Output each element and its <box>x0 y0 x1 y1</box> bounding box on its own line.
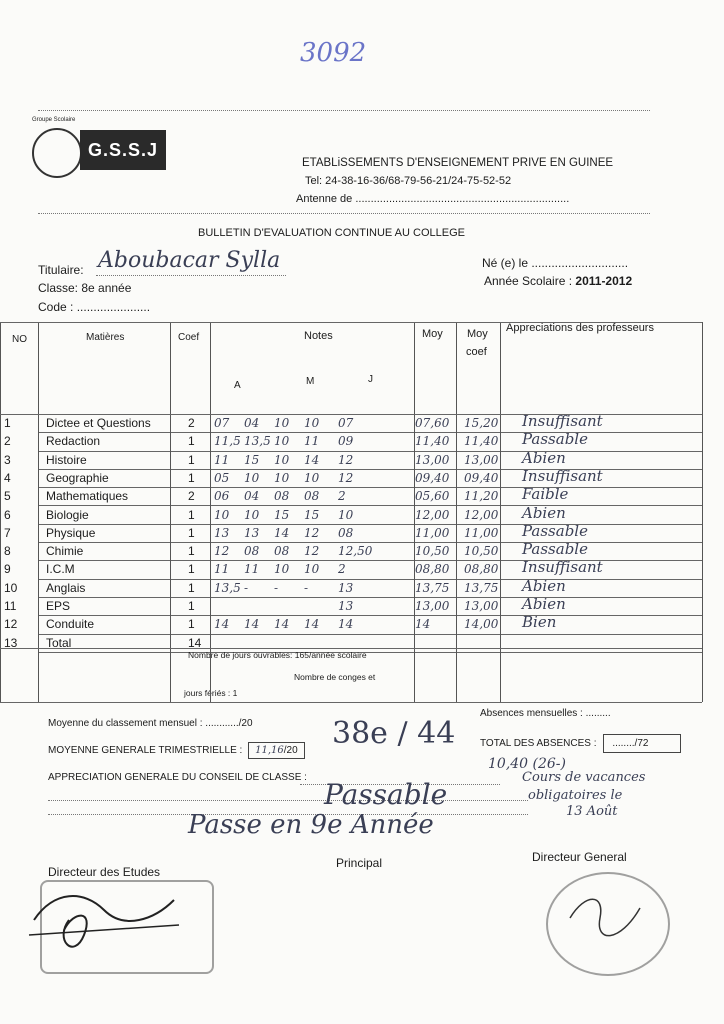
row-subject: Total <box>46 635 72 650</box>
row-moy-coef: 08,80 <box>464 562 499 577</box>
row-moy-coef: 15,20 <box>464 416 499 430</box>
table-row <box>4 576 702 597</box>
row-moy: 08,80 <box>415 562 450 577</box>
row-grade: 14 <box>338 617 354 632</box>
row-number: 6 <box>4 507 11 522</box>
table-row <box>4 634 702 652</box>
side-note-3: 13 Août <box>566 804 618 819</box>
row-moy: 11,40 <box>415 434 450 449</box>
row-moy: 07,60 <box>415 416 450 430</box>
col-divider <box>702 322 703 702</box>
row-grade: 10 <box>244 470 260 485</box>
row-moy: 11,00 <box>415 525 450 540</box>
row-number: 7 <box>4 525 11 540</box>
row-grade: 13 <box>244 525 260 540</box>
row-grade: 13 <box>214 525 230 540</box>
row-appreciation: Insuffisant <box>522 412 603 430</box>
table-row <box>4 613 702 633</box>
row-grade: 04 <box>244 489 260 504</box>
row-grade: 10 <box>274 470 290 485</box>
row-grade: 14 <box>304 452 320 467</box>
col-divider <box>414 322 415 702</box>
row-coef: 2 <box>188 416 195 430</box>
col-divider <box>0 322 1 702</box>
row-appreciation: Abien <box>522 503 566 522</box>
row-moy-coef: 13,00 <box>464 599 499 613</box>
row-grade: 08 <box>274 544 290 559</box>
signature-right-icon <box>560 888 650 948</box>
row-grade: 07 <box>214 416 230 430</box>
header-notes: Notes <box>304 330 333 342</box>
header-m: M <box>306 376 315 387</box>
table-row <box>4 430 702 450</box>
row-moy-coef: 11,00 <box>464 525 499 540</box>
row-coef: 14 <box>188 635 202 650</box>
side-note-1: Cours de vacances <box>522 770 646 785</box>
total-absences-suffix: /72 <box>634 738 649 749</box>
row-grade: 08 <box>304 489 320 504</box>
row-grade: 10 <box>304 470 320 485</box>
row-moy-coef: 11,20 <box>464 489 499 504</box>
row-grade: 09 <box>338 434 354 449</box>
row-grade: 13 <box>338 580 354 595</box>
row-number: 1 <box>4 416 11 430</box>
header-moy: Moy <box>422 328 443 340</box>
row-grade: 10 <box>214 507 230 522</box>
col-divider <box>38 322 39 702</box>
col-divider <box>210 322 211 702</box>
col-divider <box>456 322 457 702</box>
moyenne-trim-value: 11,16 <box>255 745 284 756</box>
row-grade: 10 <box>304 562 320 577</box>
row-coef: 1 <box>188 599 195 613</box>
row-coef: 1 <box>188 507 195 522</box>
moyenne-trim-box <box>248 742 305 759</box>
row-grade: 10 <box>338 507 354 522</box>
row-grade: 2 <box>338 562 346 577</box>
row-subject: Dictee et Questions <box>46 416 151 430</box>
classe-field: Classe: 8e année <box>38 281 132 295</box>
principal-label: Principal <box>336 856 383 870</box>
row-coef: 1 <box>188 470 195 485</box>
row-coef: 1 <box>188 562 195 577</box>
row-grade: 12 <box>338 470 354 485</box>
school-logo <box>32 117 172 180</box>
row-appreciation: Faible <box>522 485 569 504</box>
row-grade: 13 <box>338 599 354 613</box>
row-grade: 10 <box>274 416 290 430</box>
row-appreciation: Passable <box>522 540 588 559</box>
table-footer-feries: jours fériés : 1 <box>184 688 238 698</box>
row-subject: Geographie <box>46 470 109 485</box>
logo-text: G.S.S.J <box>80 130 166 170</box>
row-moy-coef: 14,00 <box>464 617 499 632</box>
table-hline <box>0 648 702 649</box>
row-appreciation: Insuffisant <box>522 558 603 577</box>
row-appreciation: Insuffisant <box>522 466 603 485</box>
total-absences <box>480 734 681 753</box>
row-moy-coef: 13,00 <box>464 452 499 467</box>
row-grade: 10 <box>274 562 290 577</box>
row-grade: 12 <box>304 525 320 540</box>
row-subject: Biologie <box>46 507 89 522</box>
table-row <box>4 485 702 505</box>
directeur-etudes-label: Directeur des Etudes <box>48 865 161 879</box>
row-grade: 11,5 <box>214 434 241 449</box>
row-divider <box>38 652 702 653</box>
row-moy-coef: 12,00 <box>464 507 499 522</box>
row-moy-coef: 09,40 <box>464 470 499 485</box>
appreciation-value: Passable <box>324 778 448 811</box>
directeur-general-label: Directeur General <box>532 850 627 864</box>
divider-header <box>38 213 650 214</box>
row-coef: 1 <box>188 525 195 540</box>
row-grade: - <box>304 580 309 595</box>
table-row <box>4 412 702 432</box>
row-appreciation: Passable <box>522 430 588 449</box>
row-grade: 05 <box>214 470 230 485</box>
row-subject: I.C.M <box>46 562 75 577</box>
row-grade: - <box>244 580 249 595</box>
row-number: 9 <box>4 562 11 577</box>
appreciation-line-2 <box>48 800 528 801</box>
total-absences-value: ........ <box>612 738 635 749</box>
side-note-2: obligatoires le <box>528 788 623 803</box>
row-appreciation: Abien <box>522 448 566 467</box>
row-moy-coef: 13,75 <box>464 580 499 595</box>
row-grade: 14 <box>244 617 260 632</box>
row-appreciation: Abien <box>522 595 566 613</box>
row-moy: 13,75 <box>415 580 450 595</box>
total-absences-box <box>603 734 681 753</box>
row-grade: 12 <box>304 544 320 559</box>
row-coef: 2 <box>188 489 195 504</box>
logo-emblem-icon <box>32 117 82 178</box>
row-grade: 10 <box>304 416 320 430</box>
row-number: 13 <box>4 635 18 650</box>
row-grade: 08 <box>338 525 354 540</box>
row-grade: 13,5 <box>244 434 271 449</box>
row-moy: 12,00 <box>415 507 450 522</box>
row-grade: 08 <box>274 489 290 504</box>
row-subject: Histoire <box>46 452 87 467</box>
table-row <box>4 503 702 524</box>
row-grade: - <box>274 580 279 595</box>
row-moy: 10,50 <box>415 544 450 559</box>
table-footer-conges: Nombre de conges et <box>294 672 376 682</box>
row-number: 12 <box>4 617 18 632</box>
decision: Passe en 9e Année <box>188 810 434 840</box>
row-coef: 1 <box>188 617 195 632</box>
row-grade: 15 <box>304 507 320 522</box>
row-moy: 13,00 <box>415 599 450 613</box>
row-number: 3 <box>4 452 11 467</box>
titulaire-label: Titulaire: <box>38 263 84 277</box>
row-moy: 14 <box>415 617 431 632</box>
moyenne-trimestrielle <box>48 742 305 759</box>
institution-tel: Tel: 24-38-16-36/68-79-56-21/24-75-52-52 <box>305 175 512 187</box>
titulaire-line <box>96 275 286 276</box>
header-matieres: Matières <box>86 332 125 343</box>
row-number: 2 <box>4 434 11 449</box>
row-moy: 09,40 <box>415 470 450 485</box>
row-grade: 07 <box>338 416 354 430</box>
school-year-label: Année Scolaire : <box>484 274 573 288</box>
row-number: 8 <box>4 544 11 559</box>
row-grade: 14 <box>274 525 290 540</box>
header-moy-coef-1: Moy <box>467 328 488 340</box>
appreciation-label: APPRECIATION GENERALE DU CONSEIL DE CLASSE : <box>48 772 307 783</box>
code-field: Code : ...................... <box>38 300 151 314</box>
row-grade: 10 <box>244 507 260 522</box>
row-grade: 11 <box>304 434 320 449</box>
header-j: J <box>368 374 373 385</box>
birthdate-field: Né (e) le ............................. <box>482 256 629 270</box>
header-a: A <box>234 380 241 391</box>
table-hline <box>0 414 702 415</box>
row-coef: 1 <box>188 452 195 467</box>
table-footer-jours: Nombre de jours ouvrables: 165/année scolaire <box>188 650 367 660</box>
row-subject: Physique <box>46 525 96 540</box>
col-divider <box>500 322 501 702</box>
col-divider <box>170 322 171 702</box>
row-subject: Chimie <box>46 544 84 559</box>
row-grade: 11 <box>214 452 230 467</box>
row-coef: 1 <box>188 434 195 449</box>
institution-name: ETABLiSSEMENTS D'ENSEIGNEMENT PRIVE EN GUINEE <box>302 157 614 169</box>
school-year-value: 2011-2012 <box>575 274 633 288</box>
table-hline <box>0 702 702 703</box>
row-grade: 14 <box>274 617 290 632</box>
row-subject: Redaction <box>46 434 101 449</box>
row-grade: 11 <box>214 562 230 577</box>
row-grade: 12 <box>338 452 354 467</box>
document-number: 3092 <box>300 38 367 68</box>
header-no-outer: NO <box>12 334 27 345</box>
row-moy: 05,60 <box>415 489 450 504</box>
moyenne-trim-label: MOYENNE GENERALE TRIMESTRIELLE : <box>48 745 243 756</box>
row-grade: 10 <box>274 434 290 449</box>
logo-ring-text: Groupe Scolaire <box>32 117 76 123</box>
row-appreciation: Passable <box>522 521 588 540</box>
absences-note: 10,40 (26-) <box>488 756 566 772</box>
bulletin-title: BULLETIN D'EVALUATION CONTINUE AU COLLEGE <box>198 227 465 239</box>
row-appreciation: Abien <box>522 576 566 595</box>
table-row <box>4 595 702 615</box>
row-coef: 1 <box>188 544 195 559</box>
row-grade: 11 <box>244 562 260 577</box>
row-number: 4 <box>4 470 11 485</box>
header-coef: Coef <box>178 332 200 343</box>
row-moy-coef: 10,50 <box>464 544 499 559</box>
row-appreciation: Bien <box>522 613 557 632</box>
header-moy-coef-2: coef <box>466 346 487 358</box>
table-row <box>4 466 702 487</box>
table-hline <box>0 322 702 323</box>
titulaire-value: Aboubacar Sylla <box>98 248 281 273</box>
class-rank: 38e / 44 <box>332 716 456 751</box>
row-subject: Mathematiques <box>46 489 129 504</box>
row-grade: 12 <box>214 544 230 559</box>
school-year-field <box>484 274 632 288</box>
row-grade: 08 <box>244 544 260 559</box>
row-grade: 13,5 <box>214 580 241 595</box>
row-number: 11 <box>4 599 17 613</box>
table-row <box>4 558 702 578</box>
row-grade: 2 <box>338 489 346 504</box>
row-number: 10 <box>4 580 18 595</box>
divider-top <box>38 110 650 111</box>
table-row <box>4 521 702 542</box>
total-absences-label: TOTAL DES ABSENCES : <box>480 738 597 749</box>
row-grade: 14 <box>214 617 230 632</box>
signature-left-icon <box>24 880 184 950</box>
grades-table <box>4 322 702 702</box>
row-grade: 12,50 <box>338 544 373 559</box>
row-coef: 1 <box>188 580 195 595</box>
row-grade: 14 <box>304 617 320 632</box>
moyenne-mensuel: Moyenne du classement mensuel : ............/20 <box>48 718 253 729</box>
antenne-field: Antenne de ...................................................................... <box>296 193 570 205</box>
row-subject: EPS <box>46 599 71 613</box>
row-subject: Conduite <box>46 617 95 632</box>
row-moy-coef: 11,40 <box>464 434 499 449</box>
row-grade: 04 <box>244 416 260 430</box>
row-grade: 15 <box>244 452 260 467</box>
row-grade: 15 <box>274 507 290 522</box>
header-appreciations: Appreciations des professeurs <box>506 322 654 334</box>
row-grade: 10 <box>274 452 290 467</box>
row-grade: 06 <box>214 489 230 504</box>
moyenne-trim-suffix: /20 <box>283 745 298 756</box>
row-number: 5 <box>4 489 11 504</box>
absences-mensuelles: Absences mensuelles : ......... <box>480 708 611 719</box>
row-subject: Anglais <box>46 580 86 595</box>
row-moy: 13,00 <box>415 452 450 467</box>
